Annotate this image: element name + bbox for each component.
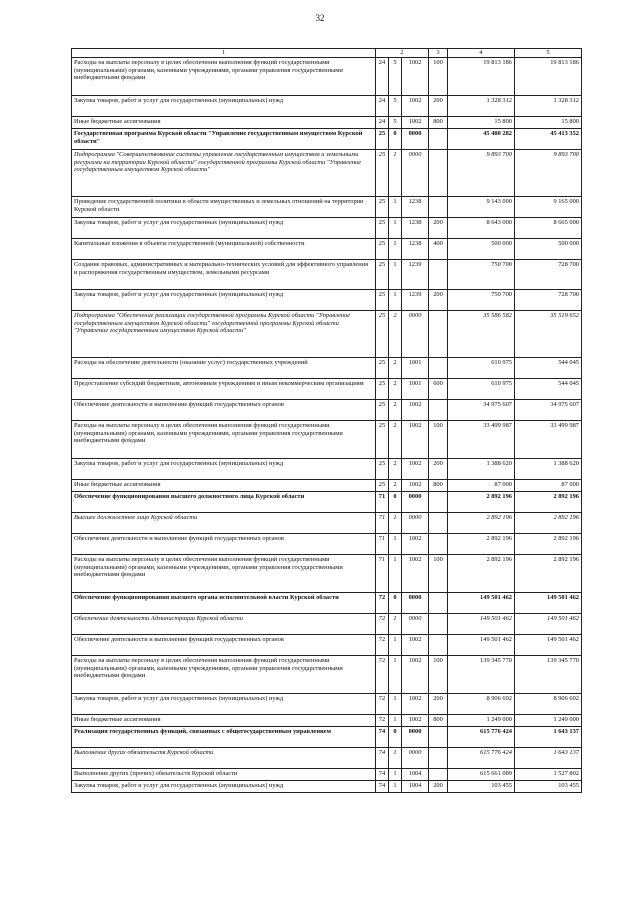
amount-year-2: 1 527 802 [515,769,582,781]
code-program: 71 [376,492,389,513]
code-subprogram: 1 [389,218,402,239]
header-cell: 1 [72,49,376,58]
amount-year-1: 750 700 [448,260,515,290]
amount-year-2: 9 893 700 [515,150,582,197]
code-direction: 0000 [402,150,429,197]
table-row [72,656,582,694]
amount-year-1: 9 143 000 [448,197,515,218]
code-subprogram: 0 [389,727,402,748]
code-direction: 1002 [402,715,429,727]
amount-year-1: 35 586 582 [448,311,515,358]
code-direction: 1239 [402,260,429,290]
row-name: Обеспечение деятельности и выполнение функций государственных органов [72,400,376,421]
code-subprogram: 0 [389,492,402,513]
code-direction: 1002 [402,635,429,656]
row-name: Иные бюджетные ассигнования [72,715,376,727]
code-subprogram: 1 [389,555,402,593]
table-row [72,117,582,129]
amount-year-2: 1 249 000 [515,715,582,727]
code-subprogram: 2 [389,400,402,421]
code-direction: 0000 [402,727,429,748]
page-number: 32 [315,13,325,23]
code-expense-type [429,400,448,421]
code-subprogram: 2 [389,311,402,358]
code-expense-type [429,197,448,218]
amount-year-2: 149 501 462 [515,593,582,614]
header-cell: 4 [448,49,515,58]
code-subprogram: 1 [389,748,402,769]
amount-year-2: 9 165 000 [515,197,582,218]
row-name: Расходы на выплаты персоналу в целях обеспечения выполнения функций государственными (муниципальными) органами, казенными учреждениями, органами управления государственными внебюджетными фондами [72,58,376,96]
row-name: Закупка товаров, работ и услуг для государственных (муниципальных) нужд [72,96,376,117]
row-name: Иные бюджетные ассигнования [72,480,376,492]
row-name: Проведение государственной политики в области имущественных и земельных отношений на территории Курской области [72,197,376,218]
row-name: Высшее должностное лицо Курской области [72,513,376,534]
code-subprogram: 5 [389,58,402,96]
code-expense-type [429,358,448,379]
table-row [72,421,582,459]
amount-year-2: 2 892 196 [515,513,582,534]
code-subprogram: 2 [389,459,402,480]
code-direction: 1004 [402,781,429,793]
row-name: Закупка товаров, работ и услуг для государственных (муниципальных) нужд [72,290,376,311]
table-header-row [72,49,582,58]
header-cell: 5 [515,49,582,58]
amount-year-1: 103 455 [448,781,515,793]
table-row [72,635,582,656]
amount-year-2: 103 455 [515,781,582,793]
row-name: Закупка товаров, работ и услуг для государственных (муниципальных) нужд [72,459,376,480]
table-row [72,769,582,781]
amount-year-1: 750 700 [448,290,515,311]
table-row [72,513,582,534]
code-expense-type [429,311,448,358]
code-program: 25 [376,239,389,260]
code-program: 25 [376,150,389,197]
amount-year-2: 1 643 137 [515,748,582,769]
code-program: 25 [376,421,389,459]
code-subprogram: 1 [389,635,402,656]
code-direction: 1002 [402,480,429,492]
code-expense-type: 100 [429,656,448,694]
amount-year-1: 610 975 [448,358,515,379]
code-direction: 1002 [402,58,429,96]
code-program: 25 [376,379,389,400]
code-direction: 0000 [402,593,429,614]
table-row [72,727,582,748]
table-row [72,150,582,197]
amount-year-2: 139 345 770 [515,656,582,694]
code-subprogram: 1 [389,290,402,311]
code-expense-type [429,593,448,614]
code-program: 25 [376,290,389,311]
row-name: Закупка товаров, работ и услуг для государственных (муниципальных) нужд [72,694,376,715]
table-row [72,781,582,793]
table-row [72,694,582,715]
amount-year-2: 8 665 000 [515,218,582,239]
amount-year-2: 500 000 [515,239,582,260]
row-name: Предоставление субсидий бюджетным, автономным учреждениям и иным некоммерческим организациям [72,379,376,400]
table-row [72,260,582,290]
row-name: Обеспечение функционирования высшего должностного лица Курской области [72,492,376,513]
amount-year-1: 1 249 000 [448,715,515,727]
amount-year-1: 615 776 424 [448,727,515,748]
row-name: Капитальные вложения в объекты государственной (муниципальной) собственности [72,239,376,260]
amount-year-1: 45 480 282 [448,129,515,150]
code-program: 74 [376,748,389,769]
code-expense-type [429,727,448,748]
code-direction: 0000 [402,311,429,358]
amount-year-2: 35 519 652 [515,311,582,358]
amount-year-2: 1 388 620 [515,459,582,480]
code-program: 24 [376,58,389,96]
amount-year-1: 15 800 [448,117,515,129]
table-row [72,715,582,727]
row-name: Обеспечение деятельности и выполнение функций государственных органов [72,635,376,656]
code-direction: 0000 [402,614,429,635]
code-expense-type: 200 [429,694,448,715]
amount-year-2: 149 501 462 [515,635,582,656]
code-subprogram: 1 [389,769,402,781]
code-subprogram: 1 [389,656,402,694]
code-expense-type: 100 [429,58,448,96]
code-direction: 1002 [402,534,429,555]
code-expense-type [429,129,448,150]
code-direction: 1001 [402,358,429,379]
code-program: 71 [376,513,389,534]
code-subprogram: 1 [389,715,402,727]
code-direction: 0000 [402,748,429,769]
amount-year-1: 2 892 196 [448,513,515,534]
code-program: 25 [376,260,389,290]
code-direction: 1004 [402,769,429,781]
row-name: Государственная программа Курской области "Управление государственным имуществом Курской области" [72,129,376,150]
code-expense-type [429,150,448,197]
amount-year-1: 8 906 692 [448,694,515,715]
amount-year-1: 1 328 312 [448,96,515,117]
amount-year-1: 149 501 462 [448,614,515,635]
code-expense-type [429,769,448,781]
code-subprogram: 1 [389,781,402,793]
amount-year-2: 45 413 352 [515,129,582,150]
code-direction: 1001 [402,379,429,400]
code-subprogram: 1 [389,239,402,260]
row-name: Иные бюджетные ассигнования [72,117,376,129]
code-direction: 0000 [402,513,429,534]
code-direction: 1238 [402,239,429,260]
code-program: 25 [376,129,389,150]
amount-year-2: 544 045 [515,358,582,379]
table-row [72,593,582,614]
table-row [72,311,582,358]
amount-year-1: 87 000 [448,480,515,492]
row-name: Подпрограмма "Совершенствование системы управления государственным имуществом и земельными ресурсами на территории Курской области" государственной программы Курской области "Управление государственным имуществом Курской области" [72,150,376,197]
code-subprogram: 1 [389,614,402,635]
code-program: 72 [376,614,389,635]
row-name: Выполнение других (прочих) обязательств Курской области [72,769,376,781]
code-subprogram: 1 [389,694,402,715]
code-expense-type [429,513,448,534]
code-direction: 1238 [402,218,429,239]
amount-year-1: 610 975 [448,379,515,400]
row-name: Обеспечение функционирования высшего органа исполнительной власти Курской области [72,593,376,614]
table-row [72,400,582,421]
amount-year-1: 34 975 607 [448,400,515,421]
code-expense-type: 400 [429,239,448,260]
amount-year-2: 544 045 [515,379,582,400]
code-expense-type: 100 [429,555,448,593]
code-expense-type: 200 [429,290,448,311]
row-name: Реализация государственных функций, связанных с общегосударственным управлением [72,727,376,748]
row-name: Создание правовых, административных и материально-технических условий для эффективного управления и распоряжения государственным имуществом, земельными ресурсами [72,260,376,290]
amount-year-2: 149 501 462 [515,614,582,635]
amount-year-1: 2 892 196 [448,492,515,513]
code-direction: 1002 [402,694,429,715]
code-expense-type [429,635,448,656]
code-expense-type: 200 [429,459,448,480]
code-program: 72 [376,715,389,727]
row-name: Обеспечение деятельности и выполнение функций государственных органов [72,534,376,555]
table-row [72,492,582,513]
row-name: Выполнение других обязательств Курской области [72,748,376,769]
code-program: 25 [376,311,389,358]
row-name: Подпрограмма "Обеспечение реализации государственной программы Курской области "Управление государственным имуществом Курской области" государственной программы Курской области "Управление государственным имуществом Курской области" [72,311,376,358]
table-row [72,290,582,311]
table-row [72,534,582,555]
amount-year-1: 500 000 [448,239,515,260]
amount-year-1: 615 776 424 [448,748,515,769]
header-cell: 2 [376,49,429,58]
code-subprogram: 2 [389,358,402,379]
row-name: Закупка товаров, работ и услуг для государственных (муниципальных) нужд [72,781,376,793]
code-subprogram: 1 [389,534,402,555]
amount-year-1: 8 643 000 [448,218,515,239]
row-name: Обеспечение деятельности Администрации Курской области [72,614,376,635]
code-program: 72 [376,635,389,656]
amount-year-2: 8 906 692 [515,694,582,715]
code-expense-type: 600 [429,379,448,400]
code-direction: 1002 [402,459,429,480]
code-subprogram: 5 [389,117,402,129]
code-program: 72 [376,593,389,614]
budget-table [71,48,582,793]
code-expense-type: 800 [429,715,448,727]
code-expense-type [429,492,448,513]
amount-year-1: 149 501 462 [448,593,515,614]
table-row [72,239,582,260]
code-expense-type: 100 [429,421,448,459]
code-expense-type: 200 [429,96,448,117]
table-row [72,555,582,593]
row-name: Закупка товаров, работ и услуг для государственных (муниципальных) нужд [72,218,376,239]
code-subprogram: 2 [389,421,402,459]
code-program: 25 [376,358,389,379]
code-program: 74 [376,727,389,748]
code-direction: 1002 [402,421,429,459]
code-expense-type: 800 [429,480,448,492]
code-expense-type: 200 [429,781,448,793]
code-subprogram: 2 [389,379,402,400]
code-program: 25 [376,459,389,480]
code-program: 24 [376,96,389,117]
code-direction: 1002 [402,96,429,117]
row-name: Расходы на обеспечение деятельности (оказание услуг) государственных учреждений [72,358,376,379]
code-subprogram: 2 [389,480,402,492]
code-direction: 1239 [402,290,429,311]
code-program: 72 [376,656,389,694]
row-name: Расходы на выплаты персоналу в целях обеспечения выполнения функций государственными (муниципальными) органами, казенными учреждениями, органами управления государственными внебюджетными фондами [72,555,376,593]
row-name: Расходы на выплаты персоналу в целях обеспечения выполнения функций государственными (муниципальными) органами, казенными учреждениями, органами управления государственными внебюджетными фондами [72,421,376,459]
code-expense-type [429,748,448,769]
code-program: 71 [376,555,389,593]
table-row [72,614,582,635]
amount-year-2: 15 800 [515,117,582,129]
table-row [72,358,582,379]
code-direction: 0000 [402,129,429,150]
code-expense-type [429,534,448,555]
code-subprogram: 0 [389,593,402,614]
code-program: 74 [376,781,389,793]
amount-year-2: 2 892 196 [515,492,582,513]
amount-year-1: 139 345 770 [448,656,515,694]
amount-year-2: 2 892 196 [515,534,582,555]
table-row [72,480,582,492]
code-expense-type: 200 [429,218,448,239]
code-subprogram: 1 [389,150,402,197]
code-expense-type [429,260,448,290]
amount-year-1: 615 661 089 [448,769,515,781]
amount-year-2: 19 813 186 [515,58,582,96]
table-row [72,459,582,480]
amount-year-1: 9 893 700 [448,150,515,197]
code-program: 25 [376,400,389,421]
code-subprogram: 0 [389,129,402,150]
table-row [72,58,582,96]
code-program: 72 [376,694,389,715]
code-direction: 1002 [402,555,429,593]
code-expense-type [429,614,448,635]
code-program: 25 [376,218,389,239]
amount-year-2: 33 499 987 [515,421,582,459]
amount-year-1: 1 388 620 [448,459,515,480]
code-direction: 1002 [402,117,429,129]
code-program: 25 [376,480,389,492]
amount-year-2: 34 975 607 [515,400,582,421]
code-subprogram: 1 [389,513,402,534]
table-row [72,129,582,150]
row-name: Расходы на выплаты персоналу в целях обеспечения выполнения функций государственными (муниципальными) органами, казенными учреждениями, органами управления государственными внебюджетными фондами [72,656,376,694]
amount-year-1: 19 813 186 [448,58,515,96]
code-subprogram: 1 [389,260,402,290]
amount-year-2: 87 000 [515,480,582,492]
amount-year-1: 2 892 196 [448,555,515,593]
code-subprogram: 5 [389,96,402,117]
code-expense-type: 800 [429,117,448,129]
table-row [72,218,582,239]
code-direction: 0000 [402,492,429,513]
code-direction: 1002 [402,400,429,421]
amount-year-2: 728 700 [515,260,582,290]
table-row [72,748,582,769]
code-subprogram: 1 [389,197,402,218]
table-row [72,197,582,218]
code-program: 24 [376,117,389,129]
table-row [72,96,582,117]
code-program: 71 [376,534,389,555]
table-row [72,379,582,400]
amount-year-1: 149 501 462 [448,635,515,656]
amount-year-2: 728 700 [515,290,582,311]
amount-year-2: 1 643 137 [515,727,582,748]
code-direction: 1238 [402,197,429,218]
header-cell: 3 [429,49,448,58]
code-program: 25 [376,197,389,218]
code-direction: 1002 [402,656,429,694]
code-program: 74 [376,769,389,781]
amount-year-1: 33 499 987 [448,421,515,459]
amount-year-1: 2 892 196 [448,534,515,555]
amount-year-2: 1 328 312 [515,96,582,117]
amount-year-2: 2 892 196 [515,555,582,593]
